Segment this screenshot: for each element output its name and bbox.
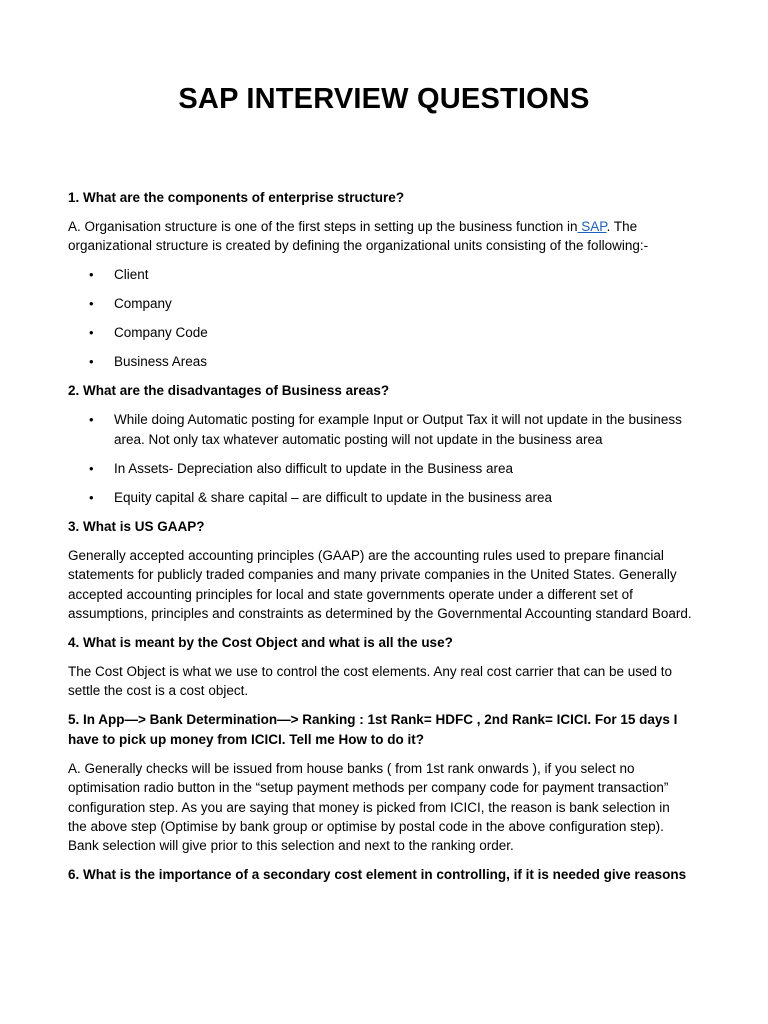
list-item: • Company Code <box>68 323 692 342</box>
list-item: • Equity capital & share capital – are difficult to update in the business area <box>68 488 692 507</box>
answer-1-text-start: A. Organisation structure is one of the first steps in setting up the business function in <box>68 219 578 234</box>
answer-4: The Cost Object is what we use to control the cost elements. Any real cost carrier that can be used to settle the cost is a cost object. <box>68 664 673 699</box>
question-4: 4. What is meant by the Cost Object and what is all the use? <box>68 635 453 651</box>
answer-1 <box>68 217 692 256</box>
list-item: • Client <box>68 265 692 284</box>
bullet-list-1 <box>68 265 692 371</box>
question-2: 2. What are the disadvantages of Business areas? <box>68 383 390 399</box>
question-3: 3. What is US GAAP? <box>68 518 205 534</box>
page-title: SAP INTERVIEW QUESTIONS <box>178 83 590 115</box>
question-5: 5. In App—> Bank Determination—> Ranking : 1st Rank= HDFC , 2nd Rank= ICICI. For 15 days I have to pick up money from ICICI. Tell me How to do it? <box>68 712 678 747</box>
bullet-list-2 <box>68 410 692 507</box>
question-1: 1. What are the components of enterprise structure? <box>68 190 405 205</box>
answer-1-text-end: . The organizational structure is created by defining the organizational units consisting of the following:- <box>68 219 649 254</box>
answer-3: Generally accepted accounting principles (GAAP) are the accounting rules used to prepare financial statements for publicly traded companies and many private companies in the United States. Generally accepted accounting principles for local and state governments operate under a different set of assumptions, principles and constraints as determined by the Governmental Accounting standard Board. <box>68 547 692 622</box>
list-item: • Company <box>68 294 692 313</box>
sap-link[interactable]: SAP <box>577 219 607 234</box>
list-item: • While doing Automatic posting for example Input or Output Tax it will not update in the business area. Not only tax whatever automatic posting will not update in the business area <box>68 410 692 449</box>
list-item: • Business Areas <box>68 352 692 371</box>
list-item: • In Assets- Depreciation also difficult to update in the Business area <box>68 459 692 478</box>
question-6: 6. What is the importance of a secondary cost element in controlling, if it is needed give reasons <box>68 867 687 883</box>
answer-5: A. Generally checks will be issued from house banks ( from 1st rank onwards ), if you select no optimisation radio button in the “setup payment methods per company code for payment transaction” configuration step. As you are saying that money is picked from ICICI, the reason is bank selection in the above step (Optimise by bank group or optimise by postal code in the above configuration step). Bank selection will give prior to this selection and next to the ranking order. <box>68 760 670 854</box>
document-body <box>68 188 692 894</box>
